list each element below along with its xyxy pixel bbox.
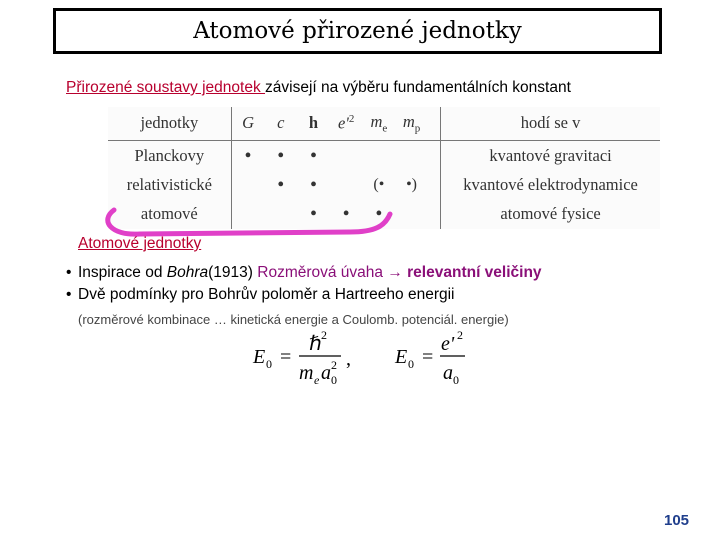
row-pad (428, 140, 441, 170)
row-mark: • (375, 203, 383, 226)
row-mark: •) (406, 176, 418, 194)
f2-den-sub: 0 (453, 373, 459, 387)
note-text: (rozměrové kombinace … kinetická energie a Coulomb. potenciál. energie) (78, 312, 509, 327)
highlight-arc-path (108, 210, 390, 234)
header-c: c (264, 107, 297, 140)
header-pad (428, 107, 441, 140)
table-row (108, 140, 660, 170)
bullet-item-conditions: • Dvě podmínky pro Bohrův poloměr a Hartreeho energii (66, 286, 455, 303)
header-mp: $m_p$ (395, 107, 428, 140)
row-mark: • (309, 203, 317, 226)
f1-den-m: m (299, 362, 314, 384)
subtitle-rest: závisejí na výběru fundamentálních konstant (265, 79, 571, 96)
atomic-units-label: Atomové jednotky (78, 235, 202, 252)
row-mark: • (277, 174, 285, 197)
row-use: atomové fysice (441, 200, 660, 229)
header-e-prime: $e'^2$ (330, 107, 363, 140)
row-name: Planckovy (108, 140, 231, 170)
row-mark: • (277, 144, 285, 167)
row-use: kvantové elektrodynamice (441, 170, 660, 199)
f1-den-sub-0: 0 (331, 373, 337, 387)
row-mark (363, 140, 396, 170)
f1-num: ℏ (309, 333, 322, 355)
formulas (245, 325, 485, 395)
header-me: $m_e$ (363, 107, 396, 140)
row-mark: • (342, 203, 350, 226)
header-units: jednotky (108, 107, 231, 140)
row-mark: (• (373, 176, 385, 194)
f1-eq: = (280, 346, 292, 368)
f2-lhs-sub: 0 (408, 357, 414, 371)
f2-den-a: a (443, 362, 453, 384)
bullet-marker: • (66, 264, 72, 281)
f1-lhs: E (253, 346, 266, 368)
f1-den-sup: 2 (331, 358, 337, 372)
row-pad (428, 200, 441, 229)
f1-den-sub-e: e (314, 373, 320, 387)
f1-num-sup: 2 (321, 328, 327, 342)
slide-title: Atomové přirozené jednotky (193, 18, 522, 44)
row-use: kvantové gravitaci (441, 140, 660, 170)
f1-den-a: a (321, 362, 331, 384)
arrow-icon: → (387, 264, 403, 281)
bullet-marker: • (66, 286, 72, 303)
row-mark (395, 200, 428, 229)
row-mark (395, 140, 428, 170)
header-G: G (231, 107, 264, 140)
row-pad (428, 170, 441, 199)
table-header-row (108, 107, 660, 140)
page-number: 105 (664, 512, 690, 529)
bullet-item-bohr: • Inspirace od Bohra(1913) Rozměrová úvaha → relevantní veličiny (66, 264, 542, 281)
row-mark: • (309, 144, 317, 167)
subtitle-line (66, 79, 571, 97)
formula-hartree-kinetic (252, 328, 351, 387)
row-name: relativistické (108, 170, 231, 199)
row-mark: • (244, 144, 252, 167)
slide-title-box (53, 8, 662, 54)
header-h: h (297, 107, 330, 140)
comma: , (346, 348, 351, 370)
row-name: atomové (108, 200, 231, 229)
formula-hartree-coulomb (394, 328, 465, 387)
f2-eq: = (422, 346, 434, 368)
subtitle-underlined: Přirozené soustavy jednotek (66, 79, 266, 96)
f1-lhs-sub: 0 (266, 357, 272, 371)
f2-lhs: E (395, 346, 408, 368)
f2-num-sup: 2 (457, 328, 463, 342)
f2-num: e' (441, 333, 455, 355)
header-suitable: hodí se v (441, 107, 660, 140)
row-mark (330, 140, 363, 170)
row-mark: • (309, 174, 317, 197)
